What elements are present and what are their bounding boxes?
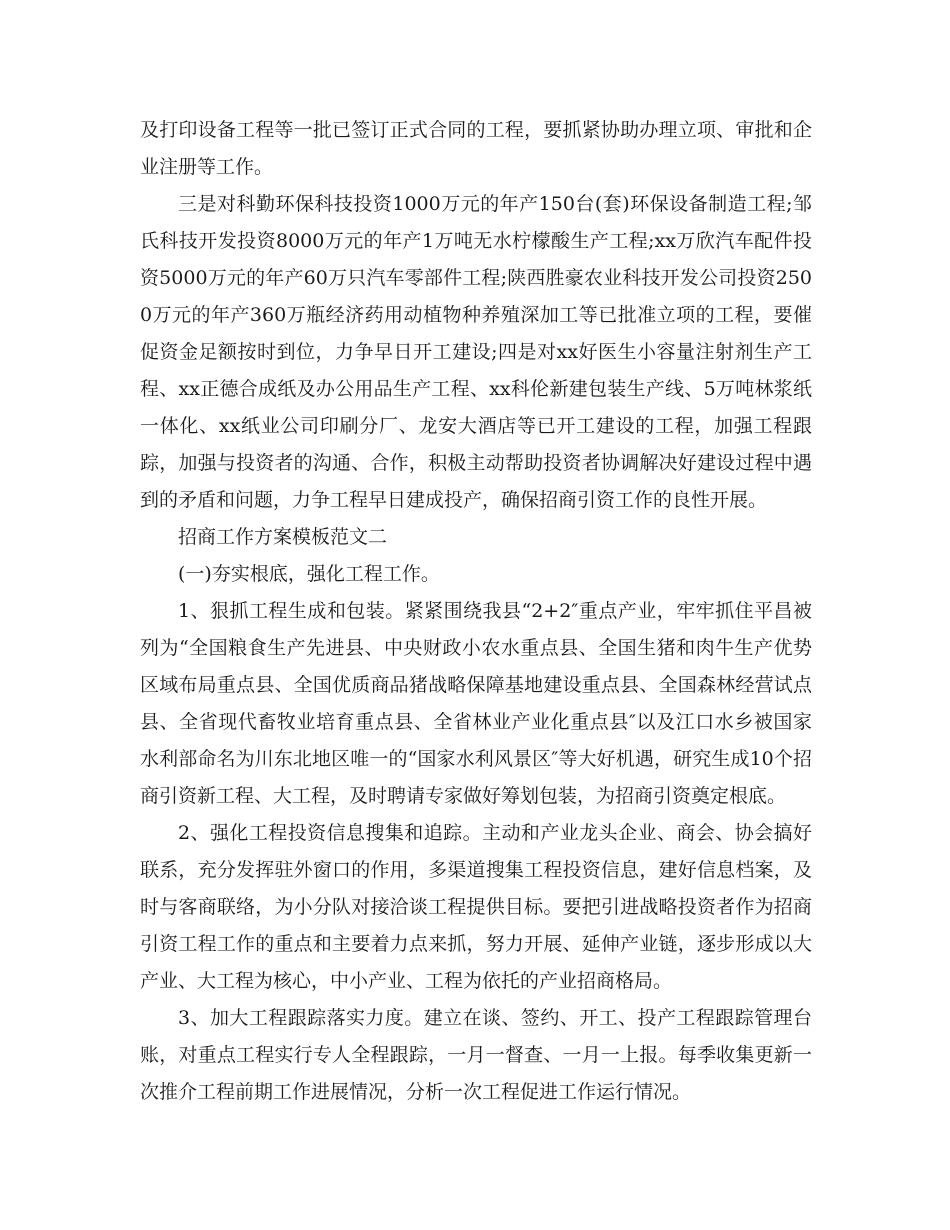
paragraph-point-2: 2、强化工程投资信息搜集和追踪。主动和产业龙头企业、商会、协会搞好联系，充分发挥驻外窗口的作用，多渠道搜集工程投资信息，建好信息档案，及时与客商联络，为小分队对接洽谈工程提供目标。要把引进战略投资者作为招商引资工程工作的重点和主要着力点来抓，努力开展、延伸产业链，逐步形成以大产业、大工程为核心，中小产业、工程为依托的产业招商格局。 (140, 822, 812, 992)
subsection-heading: (一)夯实根底，强化工程工作。 (178, 563, 440, 585)
section-title: 招商工作方案模板范文二 (178, 526, 388, 548)
paragraph-item-three-four: 三是对科勤环保科技投资1000万元的年产150台(套)环保设备制造工程;邹氏科技开发投资8000万元的年产1万吨无水柠檬酸生产工程;xx万欣汽车配件投资5000万元的年产60万只汽车零部件工程;陕西胜豪农业科技开发公司投资2500万元的年产360万瓶经济药用动植物种养殖深加工等已批准立项的工程，要催促资金足额按时到位，力争早日开工建设;四是对xx好医生小容量注射剂生产工程、xx正德合成纸及办公用品生产工程、xx科伦新建包装生产线、5万吨林浆纸一体化、xx纸业公司印刷分厂、龙安大酒店等已开工建设的工程，加强工程跟踪，加强与投资者的沟通、合作，积极主动帮助投资者协调解决好建设过程中遇到的矛盾和问题，力争工程早日建成投产，确保招商引资工作的良性开展。 (140, 193, 812, 511)
paragraph-continuation: 及打印设备工程等一批已签订正式合同的工程，要抓紧协助办理立项、审批和企业注册等工作。 (140, 119, 812, 178)
paragraph-point-1: 1、狠抓工程生成和包装。紧紧围绕我县“2+2″重点产业，牢牢抓住平昌被列为“全国粮食生产先进县、中央财政小农水重点县、全国生猪和肉牛生产优势区域布局重点县、全国优质商品猪战略保障基地建设重点县、全国森林经营试点县、全省现代畜牧业培育重点县、全省林业产业化重点县″以及江口水乡被国家水利部命名为川东北地区唯一的“国家水利风景区″等大好机遇，研究生成10个招商引资新工程、大工程，及时聘请专家做好筹划包装，为招商引资奠定根底。 (140, 600, 812, 807)
paragraph-point-3: 3、加大工程跟踪落实力度。建立在谈、签约、开工、投产工程跟踪管理台账，对重点工程实行专人全程跟踪，一月一督查、一月一上报。每季收集更新一次推介工程前期工作进展情况，分析一次工程促进工作运行情况。 (140, 1007, 812, 1103)
document-body (140, 112, 812, 1111)
